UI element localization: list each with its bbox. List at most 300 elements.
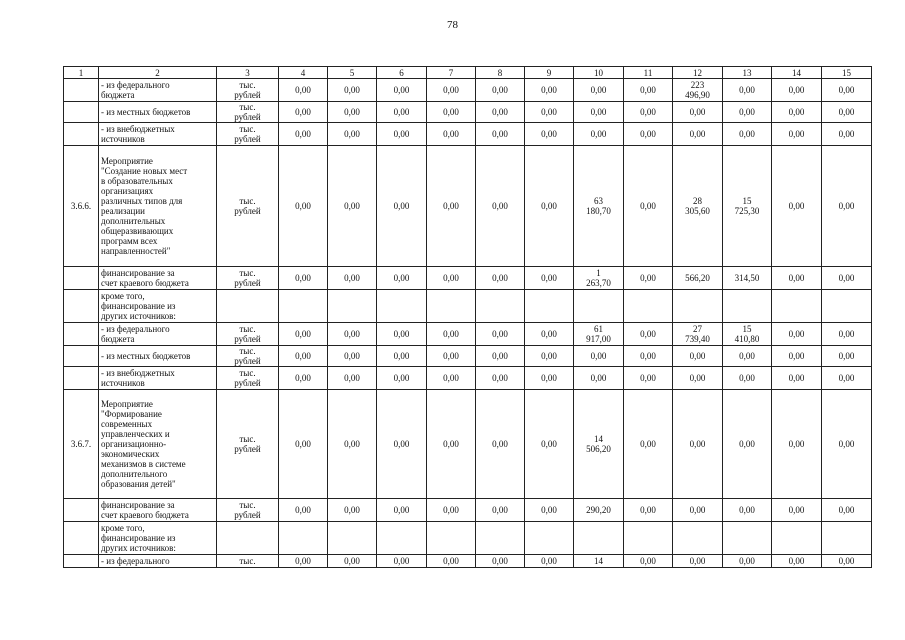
value-cell <box>279 367 328 390</box>
value-cell <box>328 522 377 555</box>
header-cell: 14 <box>772 67 822 79</box>
value-cell <box>279 123 328 146</box>
row-number <box>64 346 99 367</box>
value-cell <box>574 290 624 323</box>
row-name-text: финансирование за счет краевого бюджета <box>101 268 189 288</box>
value-text: 0,00 <box>541 85 557 95</box>
value-text: 0,00 <box>838 373 855 383</box>
value-text: 61 917,00 <box>586 324 611 344</box>
value-cell <box>822 367 872 390</box>
value-cell <box>673 390 723 499</box>
row-name <box>99 522 217 555</box>
value-cell <box>377 390 427 499</box>
row-number <box>64 79 99 102</box>
value-text: 0,00 <box>295 329 311 339</box>
value-text: 0,00 <box>393 373 410 383</box>
value-cell <box>723 499 772 522</box>
value-text: 0,00 <box>393 351 410 361</box>
value-text: 0,00 <box>492 107 508 117</box>
header-cell: 13 <box>723 67 772 79</box>
value-cell <box>624 123 673 146</box>
value-cell <box>673 323 723 346</box>
value-text: 0,00 <box>541 439 557 449</box>
value-text: 0,00 <box>739 439 755 449</box>
value-cell <box>673 267 723 290</box>
value-cell <box>476 267 525 290</box>
row-unit-text: тыс. рублей <box>234 124 261 144</box>
value-text: 0,00 <box>492 351 508 361</box>
table-row <box>64 146 872 267</box>
value-cell <box>822 390 872 499</box>
value-text: 0,00 <box>788 373 805 383</box>
value-text: 14 <box>594 556 603 566</box>
value-cell <box>772 290 822 323</box>
value-text: 314,50 <box>734 273 760 283</box>
value-cell <box>723 267 772 290</box>
value-cell <box>427 346 476 367</box>
row-number <box>64 123 99 146</box>
value-text: 15 725,30 <box>734 196 760 216</box>
row-name <box>99 146 217 267</box>
value-cell <box>328 367 377 390</box>
value-cell <box>328 267 377 290</box>
value-cell <box>279 555 328 568</box>
value-cell <box>427 323 476 346</box>
value-text: 0,00 <box>541 273 557 283</box>
value-cell <box>427 367 476 390</box>
row-unit <box>217 323 279 346</box>
value-cell <box>377 346 427 367</box>
value-text: 0,00 <box>739 505 755 515</box>
row-unit-text: тыс. рублей <box>234 346 261 366</box>
value-cell <box>624 555 673 568</box>
value-text: 0,00 <box>590 85 607 95</box>
value-text: 0,00 <box>640 373 656 383</box>
value-cell <box>822 290 872 323</box>
value-text: 0,00 <box>689 107 706 117</box>
value-text: 0,00 <box>640 329 656 339</box>
row-name <box>99 123 217 146</box>
table-row <box>64 555 872 568</box>
row-unit <box>217 499 279 522</box>
value-text: 0,00 <box>739 351 755 361</box>
value-cell <box>525 390 574 499</box>
value-text: 0,00 <box>443 373 459 383</box>
value-cell <box>772 555 822 568</box>
value-text: 0,00 <box>838 329 855 339</box>
value-text: 0,00 <box>640 273 656 283</box>
value-text: 0,00 <box>295 107 311 117</box>
value-cell <box>279 499 328 522</box>
value-cell <box>673 123 723 146</box>
value-cell <box>673 555 723 568</box>
row-number <box>64 323 99 346</box>
value-cell <box>525 79 574 102</box>
row-name-text: Мероприятие "Создание новых мест в образовательных организациях различных типов для реализации дополнительных общеразвивающих программ всех направленностей" <box>101 156 188 256</box>
value-cell <box>476 390 525 499</box>
value-text: 0,00 <box>344 107 360 117</box>
value-cell <box>673 290 723 323</box>
value-text: 290,20 <box>586 505 611 515</box>
table-row <box>64 323 872 346</box>
value-cell <box>624 499 673 522</box>
value-cell <box>624 290 673 323</box>
row-name-text: - из федерального бюджета <box>101 80 170 100</box>
value-text: 0,00 <box>788 329 805 339</box>
value-cell <box>328 555 377 568</box>
value-text: 0,00 <box>640 505 656 515</box>
value-cell <box>624 267 673 290</box>
value-text: 0,00 <box>788 129 805 139</box>
row-name-text: - из внебюджетных источников <box>101 124 175 144</box>
value-cell <box>377 102 427 123</box>
value-text: 0,00 <box>788 556 805 566</box>
row-unit-text: тыс. рублей <box>234 500 261 520</box>
row-number-text: 3.6.7. <box>70 439 92 449</box>
value-cell <box>476 555 525 568</box>
value-cell <box>723 522 772 555</box>
value-text: 0,00 <box>492 273 508 283</box>
value-text: 0,00 <box>295 373 311 383</box>
value-cell <box>476 290 525 323</box>
value-cell <box>574 146 624 267</box>
table-row <box>64 346 872 367</box>
value-cell <box>624 346 673 367</box>
row-number <box>64 499 99 522</box>
value-text: 0,00 <box>295 505 311 515</box>
row-unit <box>217 555 279 568</box>
value-cell <box>328 346 377 367</box>
row-name <box>99 102 217 123</box>
value-text: 0,00 <box>640 351 656 361</box>
value-cell <box>328 499 377 522</box>
value-text: 0,00 <box>590 107 607 117</box>
page-number: 78 <box>447 19 458 31</box>
value-text: 63 180,70 <box>586 196 611 216</box>
header-cell: 15 <box>822 67 872 79</box>
value-text: 0,00 <box>640 556 656 566</box>
value-cell <box>723 290 772 323</box>
value-text: 0,00 <box>443 107 459 117</box>
value-cell <box>476 123 525 146</box>
value-text: 0,00 <box>492 439 508 449</box>
value-cell <box>772 346 822 367</box>
value-cell <box>377 146 427 267</box>
value-text: 0,00 <box>443 505 459 515</box>
value-cell <box>624 146 673 267</box>
value-text: 28 305,60 <box>685 196 710 216</box>
value-text: 0,00 <box>295 273 311 283</box>
value-text: 0,00 <box>788 201 805 211</box>
value-cell <box>673 102 723 123</box>
row-name-text: - из местных бюджетов <box>101 107 191 117</box>
value-cell <box>279 390 328 499</box>
value-text: 0,00 <box>541 201 557 211</box>
value-cell <box>772 499 822 522</box>
value-cell <box>476 346 525 367</box>
value-cell <box>822 123 872 146</box>
row-unit <box>217 79 279 102</box>
value-text: 0,00 <box>443 439 459 449</box>
row-name-text: Мероприятие "Формирование современных управленческих и организационно- экономических механизмов в системе дополнительного образования детей" <box>101 399 186 489</box>
header-cell: 11 <box>624 67 673 79</box>
value-text: 0,00 <box>295 556 311 566</box>
row-number <box>64 102 99 123</box>
value-cell <box>328 102 377 123</box>
value-cell <box>525 346 574 367</box>
table-row <box>64 102 872 123</box>
value-text: 0,00 <box>443 85 459 95</box>
row-name-text: - из федерального бюджета <box>101 324 170 344</box>
value-text: 0,00 <box>689 439 706 449</box>
value-text: 0,00 <box>443 329 459 339</box>
value-text: 0,00 <box>344 273 360 283</box>
row-unit-text: тыс. рублей <box>234 434 261 454</box>
row-unit <box>217 267 279 290</box>
value-cell <box>574 499 624 522</box>
value-text: 27 739,40 <box>685 324 710 344</box>
value-cell <box>673 522 723 555</box>
row-name <box>99 323 217 346</box>
value-cell <box>377 267 427 290</box>
value-text: 0,00 <box>344 505 360 515</box>
value-cell <box>525 267 574 290</box>
value-cell <box>673 499 723 522</box>
header-cell: 10 <box>574 67 624 79</box>
row-number <box>64 146 99 267</box>
value-text: 0,00 <box>344 329 360 339</box>
value-text: 0,00 <box>295 201 311 211</box>
row-name-text: кроме того, финансирование из других источников: <box>101 291 176 321</box>
value-text: 0,00 <box>541 505 557 515</box>
value-cell <box>822 102 872 123</box>
row-number <box>64 367 99 390</box>
value-text: 0,00 <box>689 556 706 566</box>
value-cell <box>476 102 525 123</box>
value-cell <box>822 346 872 367</box>
row-name <box>99 499 217 522</box>
value-cell <box>476 522 525 555</box>
value-cell <box>328 79 377 102</box>
row-name <box>99 79 217 102</box>
value-text: 0,00 <box>295 129 311 139</box>
row-unit <box>217 367 279 390</box>
value-cell <box>772 367 822 390</box>
table-body <box>64 67 872 568</box>
header-cell: 1 <box>64 67 99 79</box>
header-cell: 7 <box>427 67 476 79</box>
value-text: 0,00 <box>492 373 508 383</box>
value-text: 0,00 <box>838 273 855 283</box>
row-name <box>99 267 217 290</box>
value-cell <box>476 323 525 346</box>
value-text: 0,00 <box>788 505 805 515</box>
value-text: 0,00 <box>295 351 311 361</box>
value-text: 0,00 <box>344 201 360 211</box>
row-unit <box>217 102 279 123</box>
value-text: 0,00 <box>443 129 459 139</box>
value-text: 0,00 <box>689 129 706 139</box>
value-cell <box>624 102 673 123</box>
value-cell <box>574 267 624 290</box>
value-text: 0,00 <box>492 85 508 95</box>
value-cell <box>673 79 723 102</box>
value-text: 0,00 <box>393 439 410 449</box>
value-cell <box>427 555 476 568</box>
value-cell <box>377 123 427 146</box>
budget-table <box>63 66 872 568</box>
table-row <box>64 290 872 323</box>
value-cell <box>822 146 872 267</box>
value-text: 0,00 <box>739 85 755 95</box>
row-name-text: - из внебюджетных источников <box>101 368 175 388</box>
value-text: 0,00 <box>393 201 410 211</box>
row-name <box>99 290 217 323</box>
value-text: 0,00 <box>788 85 805 95</box>
value-cell <box>328 146 377 267</box>
value-cell <box>476 79 525 102</box>
row-name-text: - из местных бюджетов <box>101 351 191 361</box>
value-cell <box>427 499 476 522</box>
row-unit-text: тыс. <box>239 556 256 566</box>
row-unit <box>217 290 279 323</box>
value-cell <box>377 555 427 568</box>
value-cell <box>772 79 822 102</box>
value-cell <box>525 555 574 568</box>
value-cell <box>673 346 723 367</box>
value-text: 0,00 <box>739 373 755 383</box>
value-cell <box>723 123 772 146</box>
value-text: 0,00 <box>443 556 459 566</box>
value-cell <box>574 367 624 390</box>
value-cell <box>574 79 624 102</box>
value-text: 0,00 <box>541 373 557 383</box>
value-text: 0,00 <box>838 505 855 515</box>
value-cell <box>525 323 574 346</box>
value-cell <box>427 123 476 146</box>
value-cell <box>574 555 624 568</box>
row-unit-text: тыс. рублей <box>234 102 261 122</box>
value-cell <box>279 267 328 290</box>
value-cell <box>377 290 427 323</box>
value-text: 0,00 <box>640 107 656 117</box>
value-cell <box>476 146 525 267</box>
row-unit <box>217 346 279 367</box>
value-cell <box>377 79 427 102</box>
value-text: 0,00 <box>590 351 607 361</box>
row-number <box>64 522 99 555</box>
header-row <box>64 67 872 79</box>
row-unit <box>217 522 279 555</box>
value-text: 0,00 <box>788 351 805 361</box>
row-name <box>99 346 217 367</box>
row-name <box>99 390 217 499</box>
value-cell <box>624 390 673 499</box>
value-cell <box>723 555 772 568</box>
value-cell <box>377 367 427 390</box>
value-text: 0,00 <box>443 201 459 211</box>
value-text: 15 410,80 <box>734 324 760 344</box>
row-number-text: 3.6.6. <box>70 201 92 211</box>
value-text: 0,00 <box>443 273 459 283</box>
value-text: 0,00 <box>393 505 410 515</box>
header-cell: 3 <box>217 67 279 79</box>
value-cell <box>723 346 772 367</box>
value-text: 0,00 <box>788 107 805 117</box>
row-unit <box>217 390 279 499</box>
value-text: 1 263,70 <box>586 268 611 288</box>
value-cell <box>772 323 822 346</box>
value-cell <box>525 102 574 123</box>
value-text: 0,00 <box>838 85 855 95</box>
value-cell <box>427 79 476 102</box>
value-text: 0,00 <box>393 107 410 117</box>
value-text: 0,00 <box>492 129 508 139</box>
value-cell <box>822 499 872 522</box>
value-cell <box>723 390 772 499</box>
value-text: 0,00 <box>344 129 360 139</box>
row-unit <box>217 146 279 267</box>
value-cell <box>525 290 574 323</box>
header-cell: 2 <box>99 67 217 79</box>
row-number <box>64 555 99 568</box>
table-row <box>64 267 872 290</box>
row-number <box>64 267 99 290</box>
value-cell <box>525 499 574 522</box>
row-unit-text: тыс. рублей <box>234 196 261 216</box>
value-cell <box>624 323 673 346</box>
value-text: 0,00 <box>443 351 459 361</box>
value-cell <box>673 367 723 390</box>
value-text: 0,00 <box>640 439 656 449</box>
value-cell <box>427 102 476 123</box>
value-cell <box>476 367 525 390</box>
value-text: 0,00 <box>344 556 360 566</box>
header-cell: 6 <box>377 67 427 79</box>
value-text: 0,00 <box>393 556 410 566</box>
value-text: 0,00 <box>344 373 360 383</box>
value-text: 0,00 <box>541 351 557 361</box>
value-cell <box>279 102 328 123</box>
value-text: 0,00 <box>838 201 855 211</box>
row-unit <box>217 123 279 146</box>
value-cell <box>427 390 476 499</box>
value-text: 0,00 <box>640 85 656 95</box>
value-cell <box>772 102 822 123</box>
header-cell: 4 <box>279 67 328 79</box>
value-text: 0,00 <box>344 351 360 361</box>
value-cell <box>574 323 624 346</box>
value-cell <box>723 367 772 390</box>
value-text: 0,00 <box>541 329 557 339</box>
value-text: 0,00 <box>295 85 311 95</box>
header-cell: 5 <box>328 67 377 79</box>
row-number <box>64 290 99 323</box>
value-cell <box>279 323 328 346</box>
value-cell <box>279 346 328 367</box>
table-row <box>64 123 872 146</box>
row-number <box>64 390 99 499</box>
value-text: 0,00 <box>640 129 656 139</box>
value-cell <box>574 390 624 499</box>
value-cell <box>377 499 427 522</box>
table-row <box>64 367 872 390</box>
value-cell <box>427 290 476 323</box>
row-unit-text: тыс. рублей <box>234 80 261 100</box>
value-cell <box>427 267 476 290</box>
row-name-text: кроме того, финансирование из других источников: <box>101 523 176 553</box>
table-row <box>64 79 872 102</box>
